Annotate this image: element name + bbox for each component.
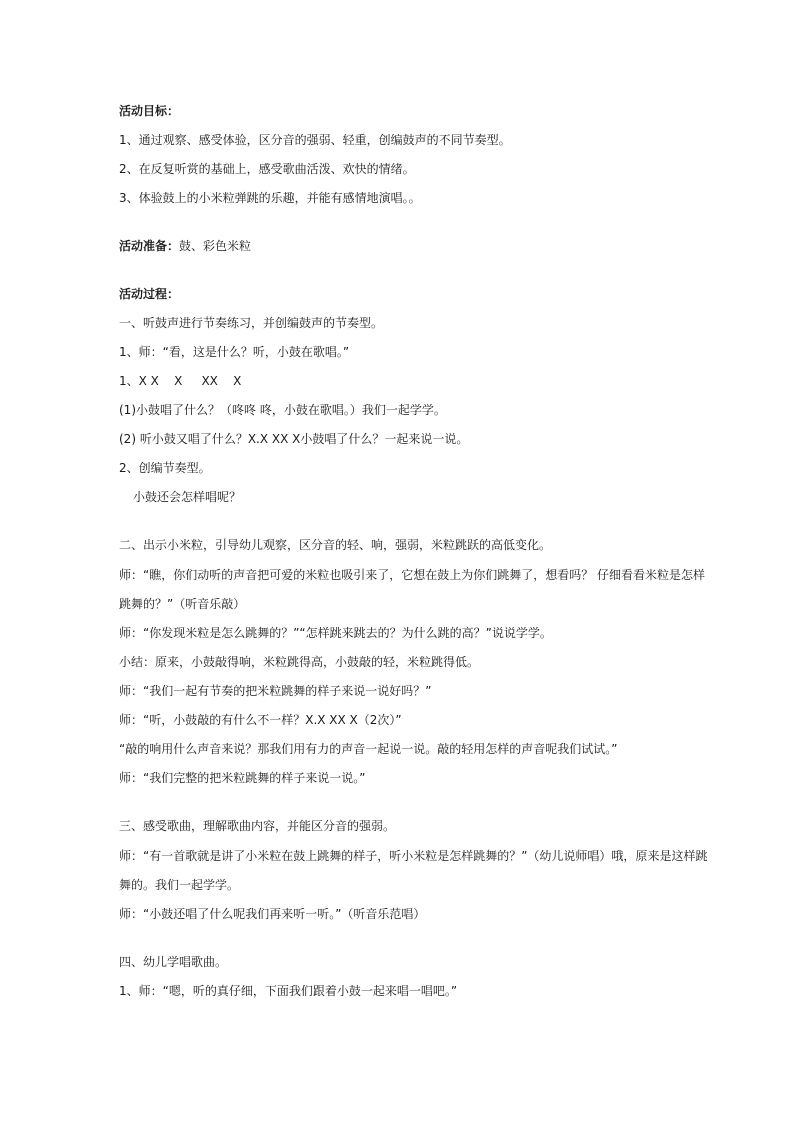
section-1-rhythm: 1、X X X XX X	[119, 374, 242, 388]
section-4-line-1: 1、师：“嗯，听的真仔细，下面我们跟着小鼓一起来唱一唱吧。”	[119, 984, 458, 998]
section-3-title: 三、感受歌曲，理解歌曲内容，并能区分音的强弱。	[119, 819, 396, 833]
section-1-line-1: 1、师：“看，这是什么？听，小鼓在歌唱。”	[119, 345, 350, 359]
section-2-line-6: “敲的响用什么声音来说？那我们用有力的声音一起说一说。敲的轻用怎样的声音呢我们试试。”	[119, 742, 618, 756]
preparation-text: 鼓、彩色米粒	[179, 239, 252, 253]
section-2-line-1: 师：“瞧，你们动听的声音把可爱的米粒也吸引来了，它想在鼓上为你们跳舞了，想看吗？ 仔细看看米粒是怎样跳舞的？”（听音乐敲）	[119, 568, 706, 611]
section-1-line-5: 2、创编节奏型。	[119, 461, 211, 475]
preparation-line	[119, 238, 713, 254]
goals-heading: 活动目标：	[119, 104, 180, 118]
preparation-heading: 活动准备：	[119, 239, 180, 253]
goal-item-3: 3、体验鼓上的小米粒弹跳的乐趣，并能有感情地演唱。。	[119, 191, 421, 205]
section-3-line-2: 师：“小鼓还唱了什么呢我们再来听一听。”（听音乐范唱）	[119, 907, 426, 921]
section-2-title: 二、出示小米粒，引导幼儿观察，区分音的轻、响，强弱，米粒跳跃的高低变化。	[119, 538, 552, 552]
section-2-line-5: 师：“听，小鼓敲的有什么不一样？X.X XX X（2次）”	[119, 713, 402, 727]
section-2-line-3: 小结：原来，小鼓敲得响，米粒跳得高，小鼓敲的轻，米粒跳得低。	[119, 655, 480, 669]
section-2-line-2: 师：“你发现米粒是怎么跳舞的？”“怎样跳来跳去的？为什么跳的高？”说说学学。	[119, 626, 552, 640]
section-3-line-1: 师：“有一首歌就是讲了小米粒在鼓上跳舞的样子，听小米粒是怎样跳舞的？”（幼儿说师唱）哦，原来是这样跳舞的。我们一起学学。	[119, 849, 708, 892]
section-1-title: 一、听鼓声进行节奏练习，并创编鼓声的节奏型。	[119, 316, 384, 330]
section-2-line-4: 师：“我们一起有节奏的把米粒跳舞的样子来说一说好吗？”	[119, 684, 432, 698]
section-4-title: 四、幼儿学唱歌曲。	[119, 955, 228, 969]
goal-item-2: 2、在反复听赏的基础上，感受歌曲活泼、欢快的情绪。	[119, 162, 415, 176]
section-1-line-6: 小鼓还会怎样唱呢？	[133, 490, 242, 504]
section-1-line-3: (1)小鼓唱了什么？（咚咚 咚，小鼓在歌唱。）我们一起学学。	[119, 403, 446, 417]
section-2-line-7: 师：“我们完整的把米粒跳舞的样子来说一说。”	[119, 771, 366, 785]
goal-item-1: 1、通过观察、感受体验，区分音的强弱、轻重，创编鼓声的不同节奏型。	[119, 133, 511, 147]
process-heading: 活动过程：	[119, 287, 180, 301]
section-1-line-4: (2) 听小鼓又唱了什么？X.X XX X小鼓唱了什么？一起来说一说。	[119, 432, 469, 446]
